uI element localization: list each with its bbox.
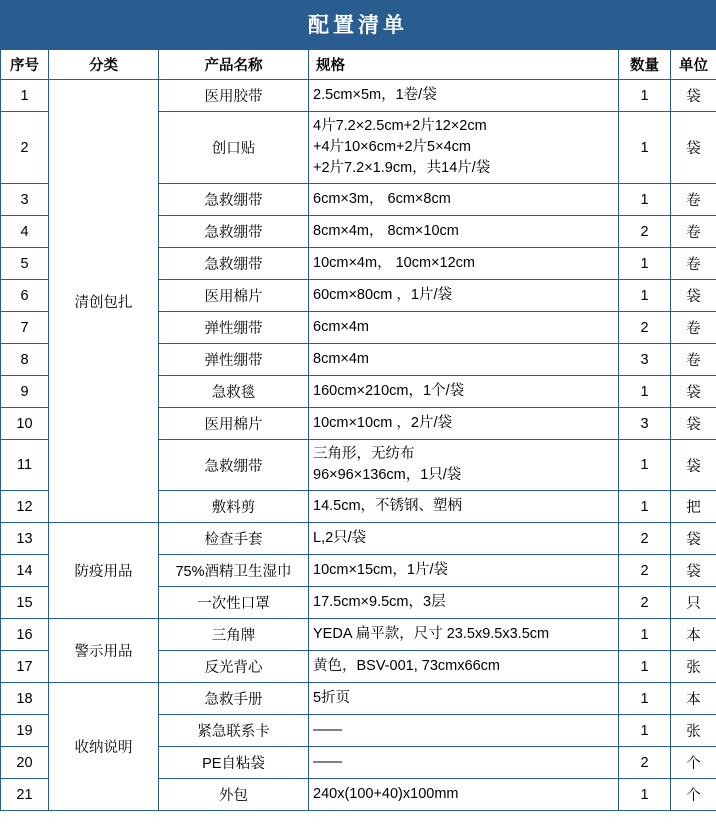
cell-spec <box>309 440 619 491</box>
cell-quantity: 1 <box>619 779 671 811</box>
cell-unit: 袋 <box>671 440 716 491</box>
cell-product-name: 弹性绷带 <box>159 344 309 376</box>
cell-spec <box>309 408 619 440</box>
cell-spec <box>309 112 619 184</box>
cell-spec <box>309 184 619 216</box>
cell-spec <box>309 651 619 683</box>
spec-line: 10cm×4m， 10cm×12cm <box>313 255 475 272</box>
cell-category: 防疫用品 <box>49 523 159 619</box>
cell-index: 20 <box>1 747 49 779</box>
spec-line: 2.5cm×5m，1卷/袋 <box>313 86 437 103</box>
cell-index: 13 <box>1 523 49 555</box>
cell-quantity: 1 <box>619 184 671 216</box>
cell-quantity: 2 <box>619 216 671 248</box>
spec-line: 10cm×15cm，1片/袋 <box>313 562 448 579</box>
column-header-spec: 规格 <box>309 50 619 80</box>
table-row <box>1 523 716 555</box>
cell-product-name: 急救手册 <box>159 683 309 715</box>
cell-product-name: 医用棉片 <box>159 408 309 440</box>
cell-quantity: 1 <box>619 440 671 491</box>
cell-index: 1 <box>1 80 49 112</box>
spec-line: 三角形，无纺布 <box>313 446 415 463</box>
cell-product-name: 急救绷带 <box>159 248 309 280</box>
cell-spec <box>309 715 619 747</box>
spec-line: 黄色，BSV-001, 73cmx66cm <box>313 658 500 675</box>
cell-product-name: 75%酒精卫生湿巾 <box>159 555 309 587</box>
cell-spec <box>309 248 619 280</box>
spec-line: 240x(100+40)x100mm <box>313 786 459 803</box>
cell-spec <box>309 376 619 408</box>
cell-quantity: 3 <box>619 344 671 376</box>
cell-spec <box>309 779 619 811</box>
cell-index: 7 <box>1 312 49 344</box>
cell-product-name: PE自粘袋 <box>159 747 309 779</box>
cell-index: 15 <box>1 587 49 619</box>
column-header-index: 序号 <box>1 50 49 80</box>
cell-quantity: 1 <box>619 619 671 651</box>
cell-unit: 张 <box>671 715 716 747</box>
spec-line: L,2只/袋 <box>313 530 367 547</box>
cell-quantity: 1 <box>619 715 671 747</box>
spec-line: 8cm×4m， 8cm×10cm <box>313 223 459 240</box>
table-header <box>1 50 716 80</box>
cell-product-name: 紧急联系卡 <box>159 715 309 747</box>
cell-product-name: 弹性绷带 <box>159 312 309 344</box>
spec-line: 160cm×210cm，1个/袋 <box>313 383 465 400</box>
spec-line: 10cm×10cm ，2片/袋 <box>313 415 453 432</box>
cell-quantity: 2 <box>619 555 671 587</box>
cell-index: 2 <box>1 112 49 184</box>
cell-spec <box>309 280 619 312</box>
cell-index: 17 <box>1 651 49 683</box>
cell-unit: 袋 <box>671 523 716 555</box>
cell-index: 6 <box>1 280 49 312</box>
spec-line: —— <box>313 754 342 771</box>
page-title: 配置清单 <box>0 0 716 49</box>
cell-quantity: 2 <box>619 587 671 619</box>
cell-quantity: 1 <box>619 491 671 523</box>
cell-product-name: 检查手套 <box>159 523 309 555</box>
cell-index: 10 <box>1 408 49 440</box>
cell-product-name: 创口贴 <box>159 112 309 184</box>
cell-quantity: 3 <box>619 408 671 440</box>
cell-spec <box>309 491 619 523</box>
spec-line: 6cm×4m <box>313 319 370 336</box>
cell-spec <box>309 523 619 555</box>
cell-product-name: 外包 <box>159 779 309 811</box>
cell-quantity: 1 <box>619 80 671 112</box>
cell-index: 3 <box>1 184 49 216</box>
spec-line: +2片7.2×1.9cm，共14片/袋 <box>313 160 491 177</box>
cell-index: 21 <box>1 779 49 811</box>
cell-unit: 张 <box>671 651 716 683</box>
cell-product-name: 医用棉片 <box>159 280 309 312</box>
cell-quantity: 2 <box>619 312 671 344</box>
cell-unit: 卷 <box>671 184 716 216</box>
cell-unit: 袋 <box>671 80 716 112</box>
cell-product-name: 三角牌 <box>159 619 309 651</box>
cell-quantity: 1 <box>619 683 671 715</box>
spec-line: 4片7.2×2.5cm+2片12×2cm <box>313 118 487 134</box>
cell-spec <box>309 683 619 715</box>
cell-category: 收纳说明 <box>49 683 159 811</box>
spec-line: 6cm×3m， 6cm×8cm <box>313 191 451 208</box>
cell-unit: 本 <box>671 619 716 651</box>
cell-product-name: 一次性口罩 <box>159 587 309 619</box>
cell-unit: 卷 <box>671 216 716 248</box>
column-header-product: 产品名称 <box>159 50 309 80</box>
cell-spec <box>309 80 619 112</box>
cell-spec <box>309 344 619 376</box>
cell-category: 清创包扎 <box>49 80 159 523</box>
spec-line: 60cm×80cm ，1片/袋 <box>313 287 453 304</box>
table-row <box>1 683 716 715</box>
cell-unit: 个 <box>671 779 716 811</box>
spec-line: 17.5cm×9.5cm，3层 <box>313 594 446 611</box>
cell-quantity: 2 <box>619 747 671 779</box>
table-row <box>1 80 716 112</box>
cell-quantity: 1 <box>619 280 671 312</box>
spec-line: 8cm×4m <box>313 351 370 368</box>
cell-index: 19 <box>1 715 49 747</box>
cell-unit: 卷 <box>671 248 716 280</box>
cell-index: 9 <box>1 376 49 408</box>
cell-spec <box>309 619 619 651</box>
cell-product-name: 急救绷带 <box>159 184 309 216</box>
cell-unit: 本 <box>671 683 716 715</box>
cell-unit: 卷 <box>671 312 716 344</box>
cell-unit: 袋 <box>671 555 716 587</box>
cell-index: 8 <box>1 344 49 376</box>
cell-spec <box>309 747 619 779</box>
cell-index: 12 <box>1 491 49 523</box>
column-header-qty: 数量 <box>619 50 671 80</box>
spec-line: 14.5cm，不锈钢、塑柄 <box>313 498 463 515</box>
cell-index: 5 <box>1 248 49 280</box>
table-body <box>1 80 716 811</box>
cell-spec <box>309 555 619 587</box>
table-header-row <box>1 50 716 80</box>
column-header-category: 分类 <box>49 50 159 80</box>
cell-product-name: 反光背心 <box>159 651 309 683</box>
spec-line: —— <box>313 722 342 739</box>
cell-spec <box>309 587 619 619</box>
spec-line: +4片10×6cm+2片5×4cm <box>313 139 471 156</box>
cell-category: 警示用品 <box>49 619 159 683</box>
cell-quantity: 2 <box>619 523 671 555</box>
cell-product-name: 医用胶带 <box>159 80 309 112</box>
cell-index: 14 <box>1 555 49 587</box>
cell-unit: 袋 <box>671 376 716 408</box>
cell-product-name: 急救绷带 <box>159 440 309 491</box>
cell-spec <box>309 312 619 344</box>
column-header-unit: 单位 <box>671 50 716 80</box>
cell-unit: 个 <box>671 747 716 779</box>
cell-unit: 把 <box>671 491 716 523</box>
cell-quantity: 1 <box>619 651 671 683</box>
cell-quantity: 1 <box>619 376 671 408</box>
cell-spec <box>309 216 619 248</box>
cell-unit: 袋 <box>671 280 716 312</box>
cell-unit: 袋 <box>671 112 716 184</box>
cell-index: 11 <box>1 440 49 491</box>
cell-unit: 卷 <box>671 344 716 376</box>
spec-line: 96×96×136cm，1只/袋 <box>313 467 462 484</box>
table-row <box>1 619 716 651</box>
cell-unit: 袋 <box>671 408 716 440</box>
cell-quantity: 1 <box>619 112 671 184</box>
spec-line: YEDA 扁平款，尺寸 23.5x9.5x3.5cm <box>313 626 550 643</box>
spec-line: 5折页 <box>313 690 351 707</box>
cell-product-name: 急救绷带 <box>159 216 309 248</box>
cell-index: 4 <box>1 216 49 248</box>
configuration-list-table <box>0 49 716 811</box>
cell-product-name: 急救毯 <box>159 376 309 408</box>
cell-index: 16 <box>1 619 49 651</box>
cell-unit: 只 <box>671 587 716 619</box>
cell-index: 18 <box>1 683 49 715</box>
cell-quantity: 1 <box>619 248 671 280</box>
cell-product-name: 敷料剪 <box>159 491 309 523</box>
